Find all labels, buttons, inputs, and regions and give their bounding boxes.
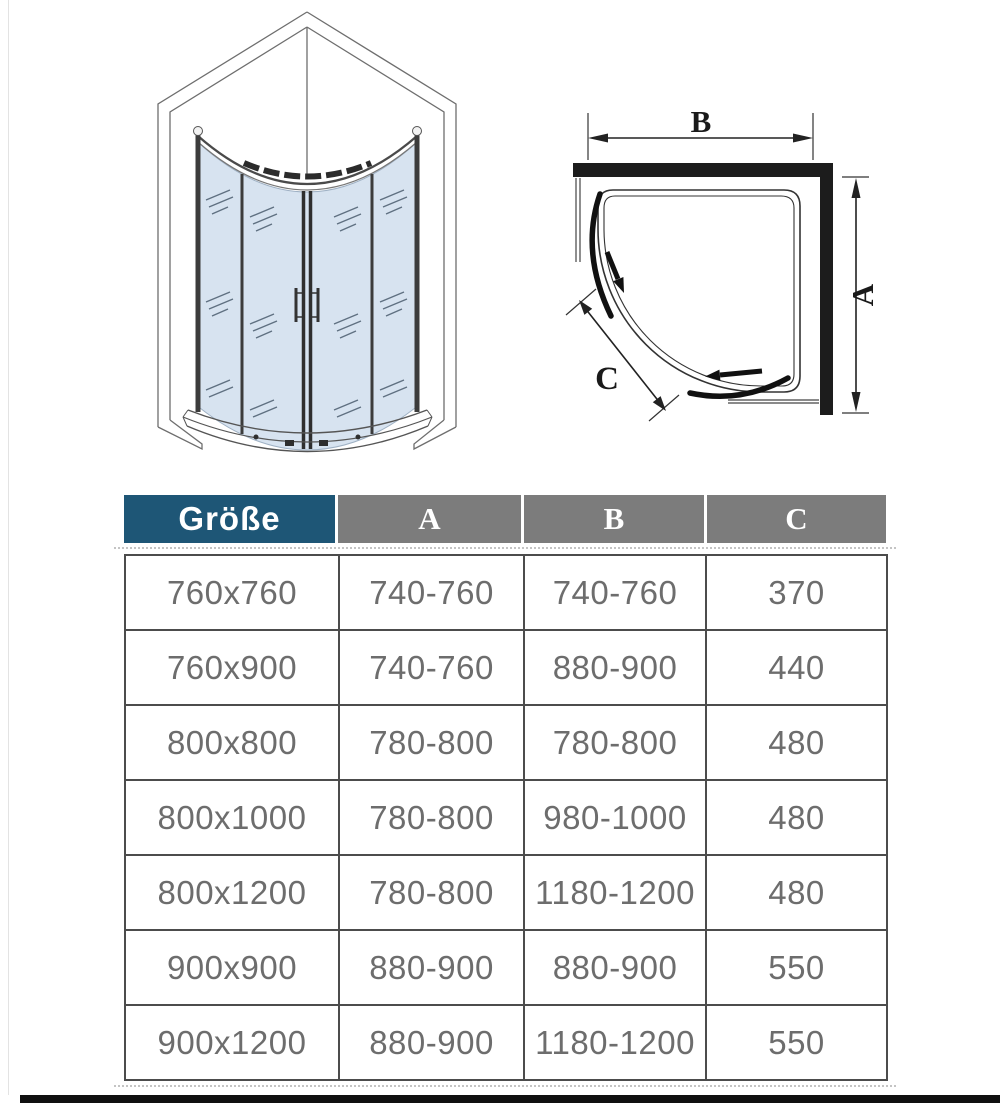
cell-b: 1180-1200 <box>524 1005 706 1080</box>
sliding-doors <box>592 194 788 396</box>
dim-b-label: B <box>690 104 712 139</box>
header-col-b: B <box>524 495 704 543</box>
size-table-body <box>124 554 888 1081</box>
cell-c: 370 <box>706 555 887 630</box>
cell-c: 480 <box>706 855 887 930</box>
cell-size: 800x1000 <box>125 780 339 855</box>
table-row <box>125 555 887 630</box>
bottom-border-bar <box>20 1095 1000 1103</box>
cell-b: 880-900 <box>524 930 706 1005</box>
cell-a: 880-900 <box>339 930 524 1005</box>
size-table <box>124 495 886 1087</box>
cell-b: 780-800 <box>524 705 706 780</box>
cell-a: 880-900 <box>339 1005 524 1080</box>
size-table-header <box>124 495 886 543</box>
cell-a: 780-800 <box>339 855 524 930</box>
left-edge-line <box>8 0 9 1095</box>
cell-size: 900x900 <box>125 930 339 1005</box>
table-row <box>125 780 887 855</box>
cell-c: 480 <box>706 705 887 780</box>
cell-b: 880-900 <box>524 630 706 705</box>
dim-c-label: C <box>595 361 619 397</box>
table-row <box>125 630 887 705</box>
cell-size: 760x900 <box>125 630 339 705</box>
dimension-b <box>588 104 813 160</box>
dimension-a <box>842 177 880 413</box>
header-col-c: C <box>707 495 886 543</box>
table-row <box>125 1005 887 1080</box>
shower-top-view-diagram <box>555 90 980 450</box>
cell-b: 1180-1200 <box>524 855 706 930</box>
cell-b: 740-760 <box>524 555 706 630</box>
table-row <box>125 705 887 780</box>
cell-c: 480 <box>706 780 887 855</box>
dim-a-label: A <box>845 283 880 307</box>
cell-c: 550 <box>706 1005 887 1080</box>
cell-size: 800x800 <box>125 705 339 780</box>
cell-size: 760x760 <box>125 555 339 630</box>
header-size: Größe <box>124 495 335 543</box>
dotted-separator-top <box>114 547 896 549</box>
cell-c: 440 <box>706 630 887 705</box>
shower-front-view-diagram <box>140 0 480 470</box>
cell-a: 740-760 <box>339 555 524 630</box>
dimension-c <box>566 289 679 421</box>
cell-a: 780-800 <box>339 780 524 855</box>
top-wall <box>573 163 823 177</box>
header-col-a: A <box>338 495 521 543</box>
dotted-separator-bottom <box>114 1085 896 1087</box>
cell-size: 800x1200 <box>125 855 339 930</box>
table-row <box>125 930 887 1005</box>
cell-size: 900x1200 <box>125 1005 339 1080</box>
cell-b: 980-1000 <box>524 780 706 855</box>
table-row <box>125 855 887 930</box>
cell-a: 780-800 <box>339 705 524 780</box>
cell-c: 550 <box>706 930 887 1005</box>
right-wall <box>820 163 833 415</box>
cell-a: 740-760 <box>339 630 524 705</box>
